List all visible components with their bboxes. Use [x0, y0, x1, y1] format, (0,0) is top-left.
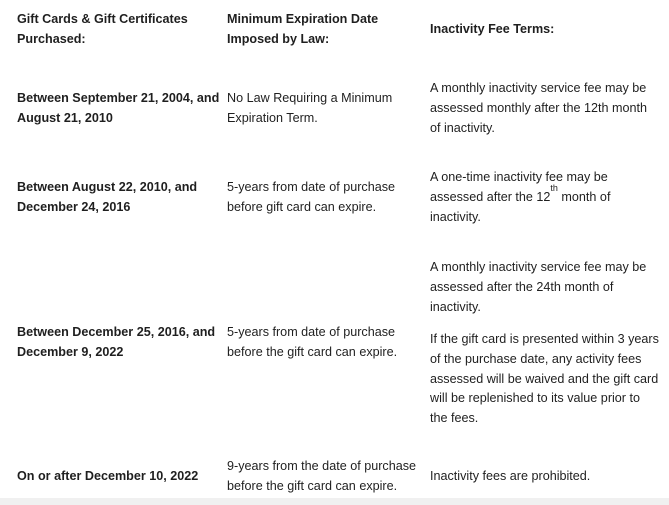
header-inactivity-fee: Inactivity Fee Terms:: [430, 22, 555, 36]
row2-fee: [430, 168, 660, 227]
row4-period: On or after December 10, 2022: [17, 469, 199, 483]
row4-expiration: 9-years from the date of purchase before the gift card can expire.: [227, 459, 417, 493]
row2-period: Between August 22, 2010, and December 24, 2016: [17, 180, 198, 214]
row1-fee: A monthly inactivity service fee may be assessed monthly after the 12th month of inactivity.: [430, 81, 648, 135]
bottom-edge: [0, 498, 669, 505]
row2-fee-text-end: month of inactivity.: [430, 189, 611, 224]
row2-expiration: 5-years from date of purchase before gift card can expire.: [227, 180, 395, 214]
row4-fee: Inactivity fees are prohibited.: [430, 469, 591, 483]
row3-period: Between December 25, 2016, and December 9, 2022: [17, 325, 216, 359]
row3-fee-paragraph-2: If the gift card is presented within 3 years of the purchase date, any activity fees assessed will be waived and the gift card will be replenished to its value prior to the fees.: [430, 332, 659, 426]
row2-fee-superscript: th: [550, 182, 558, 193]
header-purchased: Gift Cards & Gift Certificates Purchased:: [17, 12, 188, 46]
row3-expiration: 5-years from date of purchase before the gift card can expire.: [227, 325, 398, 359]
row2-fee-text: A one-time inactivity fee may be assessed after the 12: [430, 170, 608, 204]
header-expiration: Minimum Expiration Date Imposed by Law:: [227, 12, 379, 46]
row1-period: Between September 21, 2004, and August 21, 2010: [17, 91, 220, 125]
row1-expiration: No Law Requiring a Minimum Expiration Term.: [227, 91, 393, 125]
row3-fee-paragraph-1: A monthly inactivity service fee may be assessed after the 24th month of inactivity.: [430, 260, 647, 314]
